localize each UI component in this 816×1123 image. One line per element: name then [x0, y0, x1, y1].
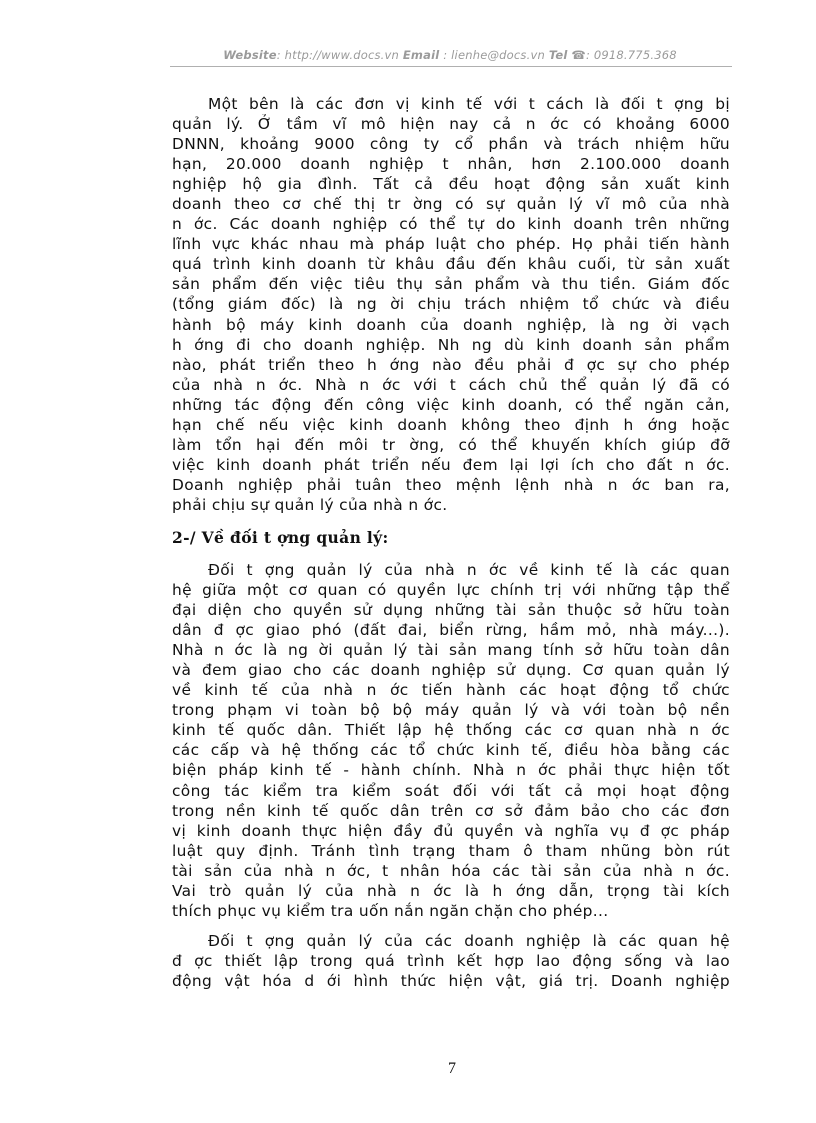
text-line: thích phục vụ kiểm tra uốn nắn ngăn chặn cho phép...: [172, 901, 609, 920]
text-line: lĩnh vực khác nhau mà pháp luật cho phép. Họ phải tiến hành: [172, 235, 730, 254]
text-line: biện pháp kinh tế - hành chính. Nhà n ớc phải thực hiện tốt: [172, 761, 730, 780]
tel-label: Tel: [548, 48, 568, 62]
paragraph-3: [172, 931, 730, 991]
text-line: n ớc. Các doanh nghiệp có thể tự do kinh doanh trên những: [172, 215, 730, 234]
text-line: công tác kiểm tra kiểm soát đối với tất cả mọi hoạt động: [172, 781, 730, 800]
text-line: kinh tế quốc dân. Thiết lập hệ thống các cơ quan nhà n ớc: [172, 721, 730, 740]
text-line: trong phạm vi toàn bộ bộ máy quản lý và với toàn bộ nền: [172, 701, 730, 720]
text-line: trong nền kinh tế quốc dân trên cơ sở đảm bảo cho các đơn: [172, 801, 730, 820]
document-body: [172, 94, 730, 991]
text-line: sản phẩm đến việc tiêu thụ sản phẩm và thu tiền. Giám đốc: [172, 275, 730, 294]
text-line: hành bộ máy kinh doanh của doanh nghiệp, là ng ời vạch: [172, 315, 730, 334]
text-line: dân đ ợc giao phó (đất đai, biển rừng, hầm mỏ, nhà máy...).: [172, 621, 730, 640]
paragraph-gap: [172, 921, 730, 931]
text-line: quản lý. Ở tầm vĩ mô hiện nay cả n ớc có khoảng 6000: [172, 115, 730, 134]
tel-value: : 0918.775.368: [585, 48, 677, 62]
text-line: các cấp và hệ thống các tổ chức kinh tế, điều hòa bằng các: [172, 741, 730, 760]
text-line: động vật hóa d ới hình thức hiện vật, giá trị. Doanh nghiệp: [172, 971, 730, 990]
text-line: doanh theo cơ chế thị tr ờng có sự quản lý vĩ mô của nhà: [172, 195, 730, 214]
text-line: nào, phát triển theo h ớng nào đều phải đ ợc sự cho phép: [172, 355, 730, 374]
text-line: hạn chế nếu việc kinh doanh không theo định h ớng hoặc: [172, 415, 730, 434]
text-line: đ ợc thiết lập trong quá trình kết hợp lao động sống và lao: [172, 951, 730, 970]
page-header: [170, 48, 730, 62]
website-value: : http://www.docs.vn: [276, 48, 400, 62]
section-heading: 2-/ Về đối t ợng quản lý:: [172, 527, 389, 547]
website-label: Website: [223, 48, 277, 62]
email-value: : lienhe@docs.vn: [443, 48, 545, 62]
phone-icon: ☎: [571, 48, 586, 62]
text-line: DNNN, khoảng 9000 công ty cổ phần và trách nhiệm hữu: [172, 135, 730, 154]
text-line: Đối t ợng quản lý của các doanh nghiệp là các quan hệ: [208, 931, 730, 950]
text-line: và đem giao cho các doanh nghiệp sử dụng. Cơ quan quản lý: [172, 661, 730, 680]
text-line: những tác động đến công việc kinh doanh, có thể ngăn cản,: [172, 395, 730, 414]
text-line: hệ giữa một cơ quan có quyền lực chính trị với những tập thể: [172, 581, 730, 600]
text-line: hạn, 20.000 doanh nghiệp t nhân, hơn 2.100.000 doanh: [172, 155, 730, 174]
text-line: phải chịu sự quản lý của nhà n ớc.: [172, 495, 448, 514]
text-line: vị kinh doanh thực hiện đầy đủ quyền và nghĩa vụ đ ợc pháp: [172, 821, 730, 840]
text-line: Một bên là các đơn vị kinh tế với t cách là đối t ợng bị: [208, 95, 730, 113]
text-line: nghiệp hộ gia đình. Tất cả đều hoạt động sản xuất kinh: [172, 175, 730, 194]
text-line: việc kinh doanh phát triển nếu đem lại lợi ích cho đất n ớc.: [172, 455, 730, 474]
text-line: về kinh tế của nhà n ớc tiến hành các hoạt động tổ chức: [172, 681, 730, 700]
text-line: Vai trò quản lý của nhà n ớc là h ớng dẫn, trọng tài kích: [172, 881, 730, 900]
page-number: 7: [448, 1060, 456, 1077]
text-line: (tổng giám đốc) là ng ời chịu trách nhiệm tổ chức và điều: [172, 295, 730, 314]
text-line: luật quy định. Tránh tình trạng tham ô tham nhũng bòn rút: [172, 841, 730, 860]
email-label: Email: [402, 48, 440, 62]
paragraph-2: [172, 560, 730, 921]
text-line: Nhà n ớc là ng ời quản lý tài sản mang tính sở hữu toàn dân: [172, 641, 730, 660]
text-line: Đối t ợng quản lý của nhà n ớc về kinh tế là các quan: [208, 560, 730, 579]
text-line: của nhà n ớc. Nhà n ớc với t cách chủ thể quản lý đã có: [172, 375, 730, 394]
header-rule: [170, 66, 732, 67]
text-line: làm tổn hại đến môi tr ờng, có thể khuyến khích giúp đỡ: [172, 435, 730, 454]
text-line: tài sản của nhà n ớc, t nhân hóa các tài sản của nhà n ớc.: [172, 861, 730, 880]
text-line: đại diện cho quyền sử dụng những tài sản thuộc sở hữu toàn: [172, 601, 730, 620]
paragraph-1: [172, 94, 730, 515]
text-line: quá trình kinh doanh từ khâu đầu đến khâu cuối, từ sản xuất: [172, 255, 730, 274]
text-line: h ớng đi cho doanh nghiệp. Nh ng dù kinh doanh sản phẩm: [172, 335, 730, 354]
text-line: Doanh nghiệp phải tuân theo mệnh lệnh nhà n ớc ban ra,: [172, 475, 730, 494]
